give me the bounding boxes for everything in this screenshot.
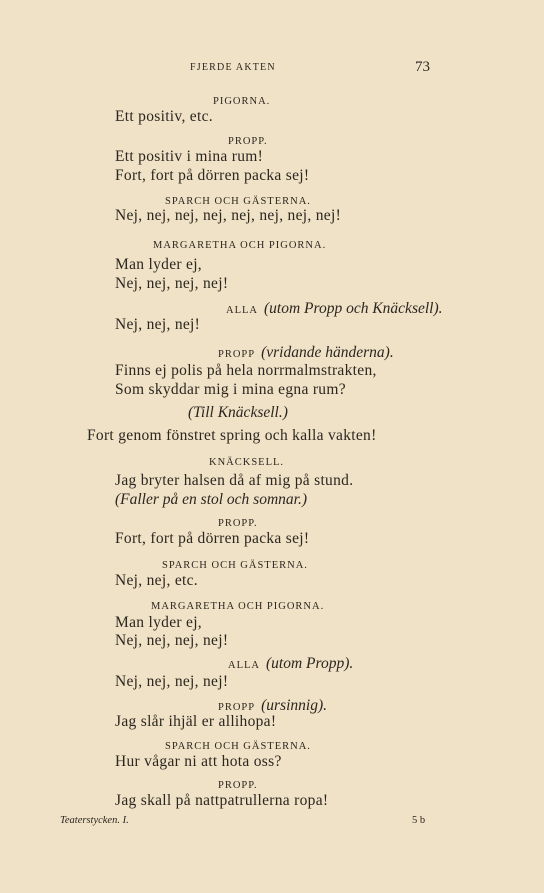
stage-direction: (vridande händerna). xyxy=(261,344,394,361)
page-number: 73 xyxy=(415,59,430,75)
verse-line: Hur vågar ni att hota oss? xyxy=(115,753,282,770)
speaker-name: SPARCH OCH GÄSTERNA. xyxy=(162,560,308,571)
verse-line: Nej, nej, nej! xyxy=(115,316,201,333)
speaker-name: PROPP xyxy=(218,702,256,713)
speaker-name: PROPP xyxy=(218,349,256,360)
stage-direction-line xyxy=(226,300,443,318)
stage-direction: (Till Knäcksell.) xyxy=(188,404,288,421)
speaker-name: PROPP. xyxy=(218,780,258,791)
verse-line: Nej, nej, nej, nej, nej, nej, nej, nej! xyxy=(115,207,342,224)
verse-line: Fort, fort på dörren packa sej! xyxy=(115,167,310,184)
stage-direction-line xyxy=(228,655,353,673)
speaker-name: MARGARETHA OCH PIGORNA. xyxy=(151,601,325,612)
footer-signature: Teaterstycken. I. xyxy=(60,815,129,826)
speaker-name: PROPP. xyxy=(228,136,268,147)
speaker-name: PROPP. xyxy=(218,518,258,529)
verse-line: Nej, nej, nej, nej! xyxy=(115,275,229,292)
verse-line: Nej, nej, nej, nej! xyxy=(115,632,229,649)
verse-line: Ett positiv, etc. xyxy=(115,108,213,125)
verse-line: Nej, nej, etc. xyxy=(115,572,198,589)
speaker-name: MARGARETHA OCH PIGORNA. xyxy=(153,240,327,251)
speaker-name: KNÄCKSELL. xyxy=(209,457,285,468)
speaker-name: SPARCH OCH GÄSTERNA. xyxy=(165,741,311,752)
stage-direction: (ursinnig). xyxy=(261,697,327,714)
verse-line: Som skyddar mig i mina egna rum? xyxy=(115,381,346,398)
verse-line: Jag slår ihjäl er allihopa! xyxy=(115,713,277,730)
speaker-name: PIGORNA. xyxy=(213,96,271,107)
verse-line: Jag skall på nattpatrullerna ropa! xyxy=(115,792,329,809)
verse-line: Ett positiv i mina rum! xyxy=(115,148,264,165)
verse-line: Finns ej polis på hela norrmalmstrakten, xyxy=(115,362,377,379)
verse-line: Man lyder ej, xyxy=(115,256,202,273)
verse-line: Jag bryter halsen då af mig på stund. xyxy=(115,472,354,489)
verse-line: Fort genom fönstret spring och kalla vakten! xyxy=(87,427,377,444)
stage-direction: (utom Propp). xyxy=(266,655,354,672)
speaker-name: ALLA xyxy=(226,305,258,316)
running-head: FJERDE AKTEN xyxy=(190,62,276,73)
verse-line: Nej, nej, nej, nej! xyxy=(115,673,229,690)
speaker-name: SPARCH OCH GÄSTERNA. xyxy=(165,196,311,207)
stage-direction-line xyxy=(218,344,394,362)
stage-direction: (Faller på en stol och somnar.) xyxy=(115,491,308,508)
footer-gathering-mark: 5 b xyxy=(412,815,426,826)
verse-line: Fort, fort på dörren packa sej! xyxy=(115,530,310,547)
speaker-name: ALLA xyxy=(228,660,260,671)
stage-direction: (utom Propp och Knäcksell). xyxy=(264,300,443,317)
verse-line: Man lyder ej, xyxy=(115,614,202,631)
